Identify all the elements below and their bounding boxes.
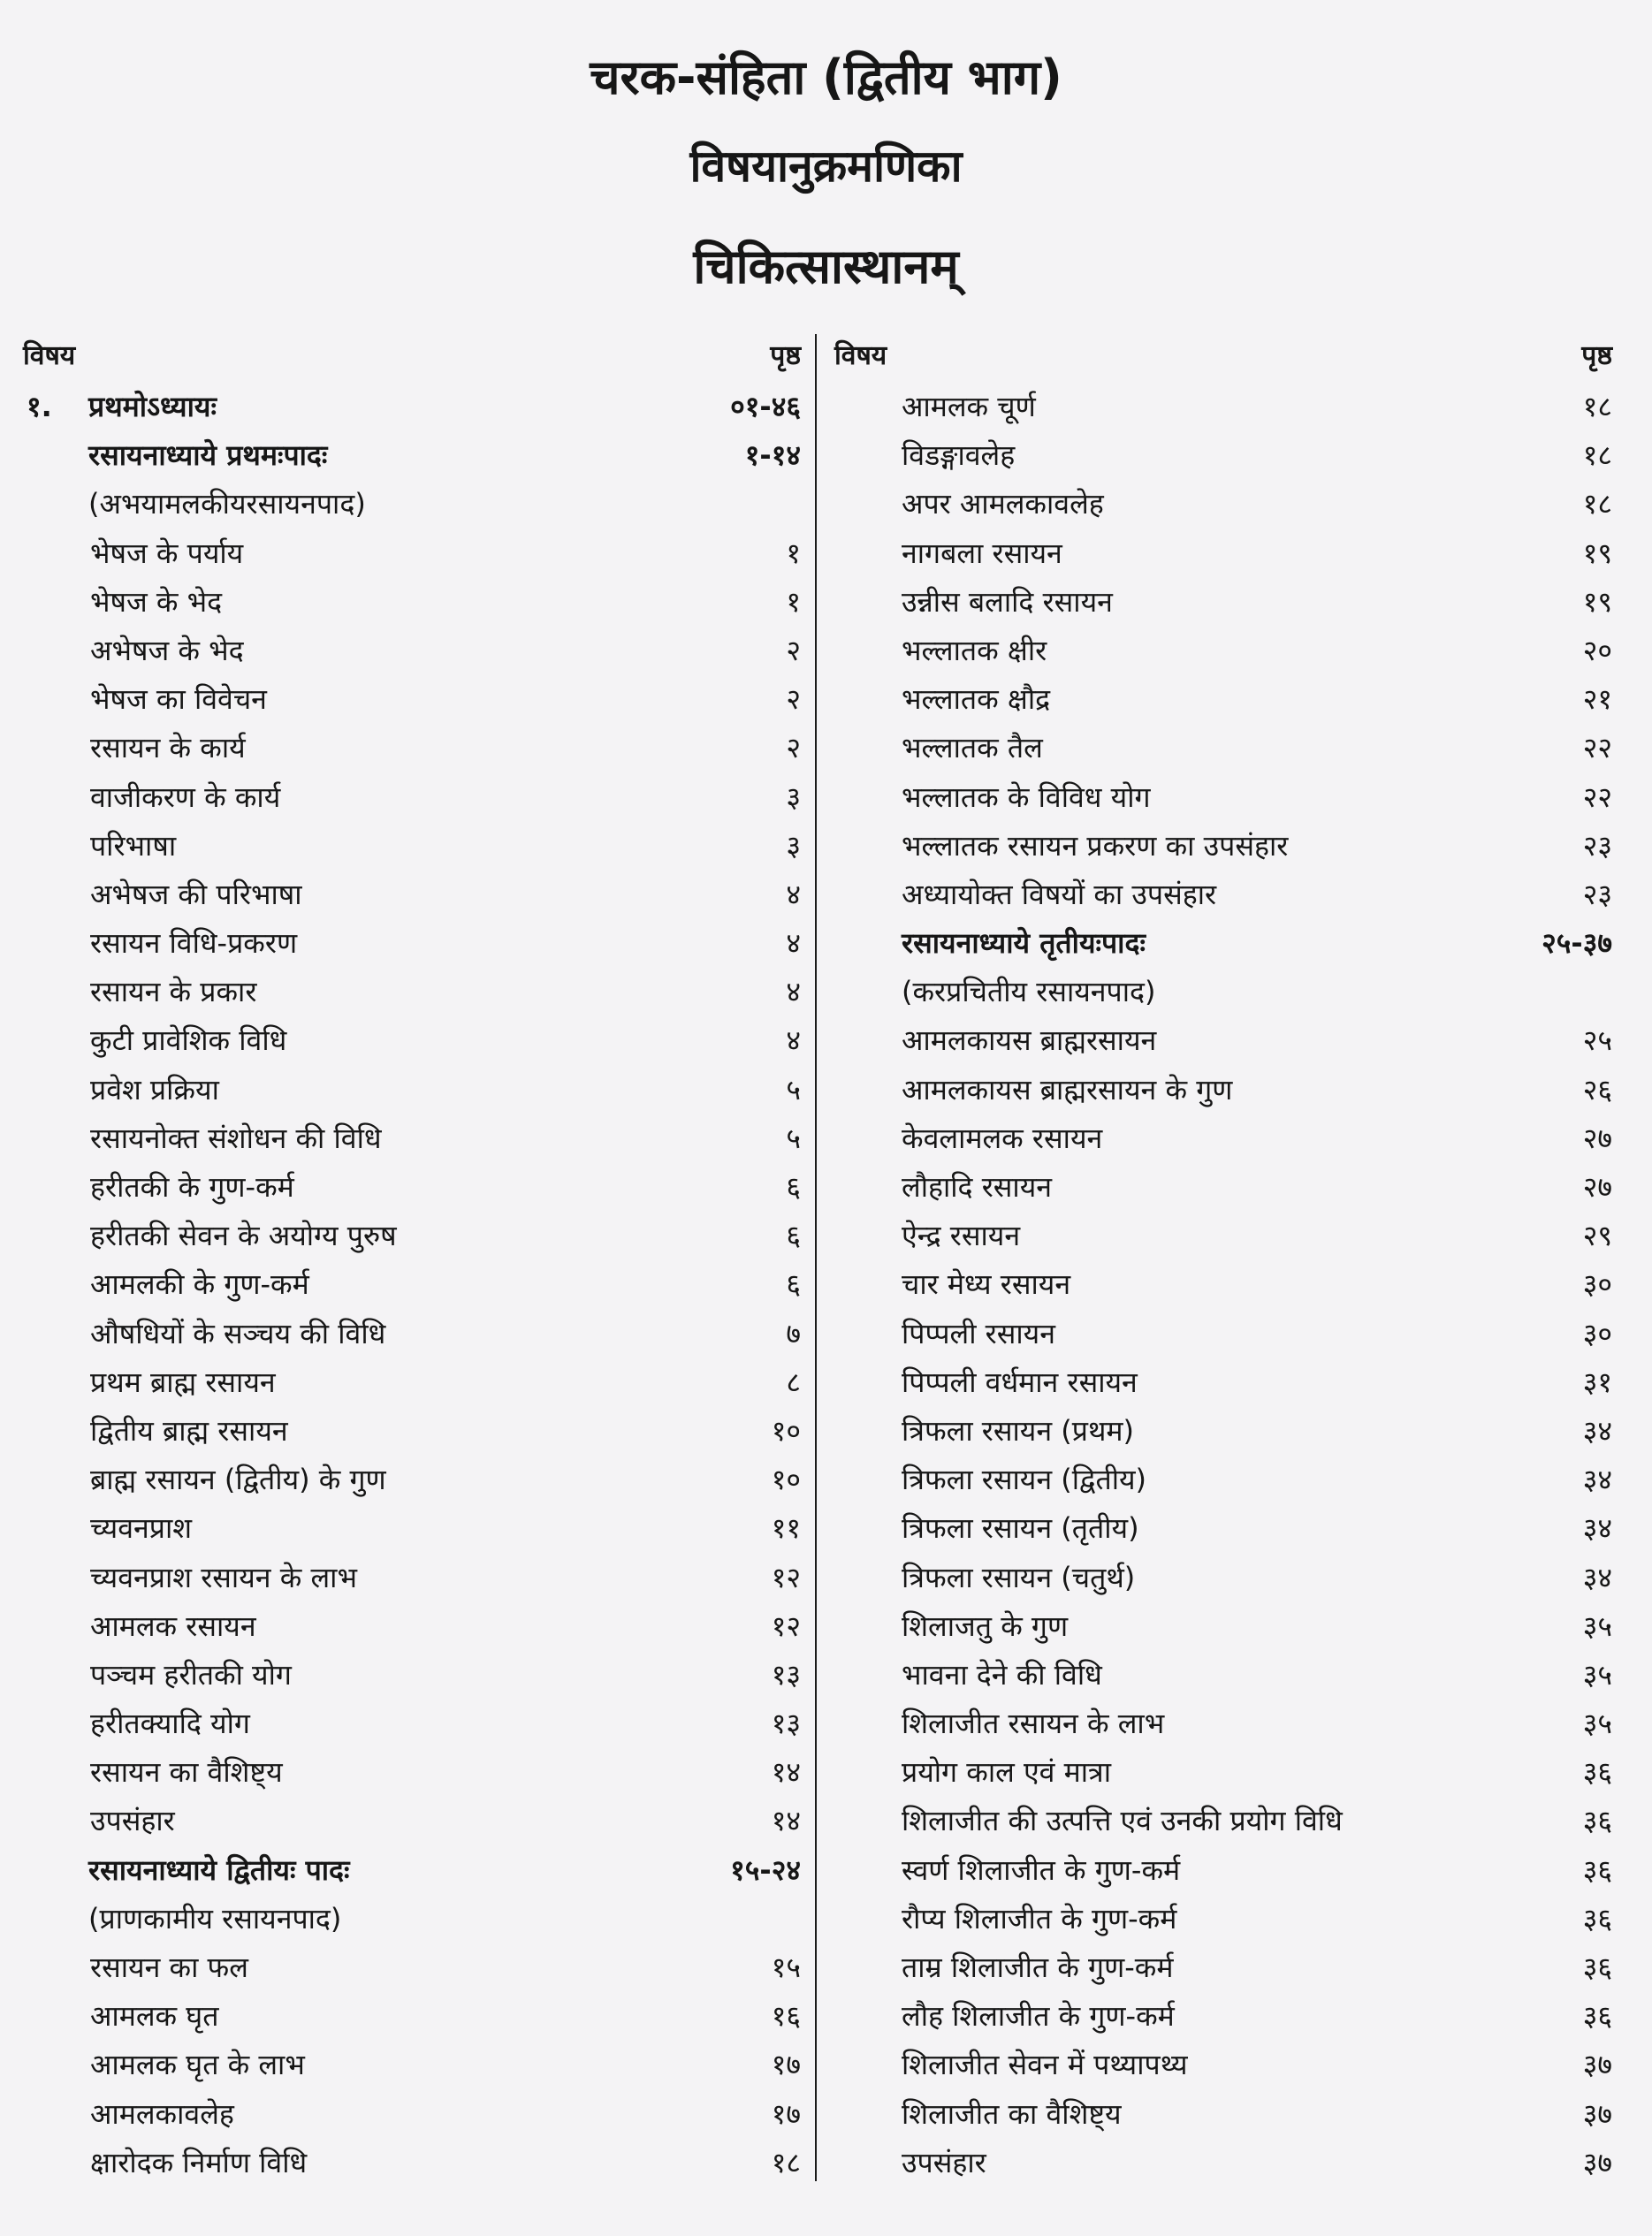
entry-title: भल्लातक तैल	[902, 731, 1043, 765]
entry-title: उन्नीस बलादि रसायन	[902, 584, 1113, 619]
page-number: ४	[786, 926, 801, 961]
entry-title: रसायनोक्त संशोधन की विधि	[90, 1121, 382, 1155]
entry-title: भल्लातक क्षौद्र	[902, 682, 1051, 717]
toc-entry	[834, 380, 1612, 429]
toc-entry	[23, 1404, 801, 1453]
page-number: ८	[786, 1365, 801, 1399]
page-number: ३४	[1582, 1413, 1612, 1448]
toc-entry	[834, 771, 1612, 819]
toc-entry	[834, 1063, 1612, 1112]
page-number: २	[786, 633, 801, 667]
entry-title: आमलकायस ब्राह्मरसायन	[902, 1023, 1157, 1058]
entry-title: औषधियों के सञ्चय की विधि	[90, 1316, 386, 1350]
entry-title: केवलामलक रसायन	[902, 1121, 1103, 1155]
entry-title: कुटी प्रावेशिक विधि	[90, 1023, 287, 1058]
subject-header: विषय	[23, 340, 76, 371]
toc-entry	[834, 1697, 1612, 1745]
entry-title: भेषज के भेद	[90, 584, 223, 619]
entry-title: प्रयोग काल एवं मात्रा	[902, 1755, 1112, 1790]
entry-title: आमलक चूर्ण	[902, 390, 1036, 423]
page-number: १५-२४	[730, 1852, 801, 1887]
entry-title: उपसंहार	[90, 1804, 175, 1838]
page-number: ३५	[1582, 1657, 1612, 1692]
page-number: १२	[771, 1560, 801, 1594]
page-number: २९	[1582, 1219, 1612, 1253]
page-number: ६	[786, 1170, 801, 1204]
column-header	[834, 331, 1612, 380]
toc-entry	[834, 721, 1612, 770]
entry-title: आमलक घृत	[90, 1999, 219, 2034]
page-number: १	[786, 584, 801, 619]
page-number: ३०	[1582, 1316, 1612, 1350]
page-number: १४	[771, 1755, 801, 1790]
page-number: १८	[1582, 487, 1612, 521]
subtitle-row	[23, 477, 801, 526]
column-header	[23, 331, 801, 380]
page-number: २	[786, 731, 801, 765]
entry-title: हरीतकी के गुण-कर्म	[90, 1170, 294, 1204]
toc-entry	[834, 624, 1612, 673]
toc-entry	[23, 1745, 801, 1794]
toc-entry	[834, 2038, 1612, 2087]
page-number: २२	[1582, 731, 1612, 765]
entry-title: पञ्चम हरीतकी योग	[90, 1657, 292, 1692]
page-number: २५	[1582, 1023, 1612, 1058]
page-number: १	[786, 536, 801, 570]
toc-entry	[834, 1794, 1612, 1843]
subtitle-row	[23, 1892, 801, 1941]
subject-header: विषय	[834, 340, 887, 371]
toc-entry	[23, 1112, 801, 1160]
entry-title: प्रवेश प्रक्रिया	[90, 1072, 219, 1107]
page-number: ३६	[1582, 1999, 1612, 2034]
entry-title: द्वितीय ब्राह्म रसायन	[90, 1413, 288, 1448]
chapter-number: १.	[27, 390, 52, 423]
entry-title: आमलकी के गुण-कर्म	[90, 1267, 309, 1302]
entry-title: शिलाजीत की उत्पत्ति एवं उनकी प्रयोग विधि	[902, 1804, 1343, 1838]
entry-title: विडङ्गावलेह	[902, 438, 1016, 473]
page-number: १३	[771, 1657, 801, 1692]
toc-column-right	[834, 331, 1612, 2185]
toc-entry	[23, 1356, 801, 1404]
page-number: ५	[786, 1072, 801, 1107]
entry-title: भल्लातक के विविध योग	[902, 780, 1151, 814]
page-number: १७	[771, 2048, 801, 2082]
entry-title: परिभाषा	[90, 828, 177, 863]
page-number: १५	[771, 1951, 801, 1984]
entry-title: (अभयामलकीयरसायनपाद)	[88, 487, 366, 521]
toc-entry	[23, 1307, 801, 1356]
entry-title: चार मेध्य रसायन	[902, 1267, 1071, 1302]
page-number: ३	[786, 780, 801, 814]
entry-title: उपसंहार	[902, 2145, 986, 2179]
page-number: ३४	[1582, 1463, 1612, 1497]
toc-entry	[834, 673, 1612, 721]
page-header: पृष्ठ	[770, 340, 801, 371]
entry-title: रसायनाध्याये प्रथमःपादः	[88, 438, 328, 473]
entry-title: हरीतकी सेवन के अयोग्य पुरुष	[90, 1219, 397, 1253]
toc-list-right	[834, 380, 1612, 2185]
toc-entry	[834, 1844, 1612, 1892]
page-number: ३४	[1582, 1560, 1612, 1594]
entry-title: स्वर्ण शिलाजीत के गुण-कर्म	[902, 1852, 1181, 1887]
toc-entry	[834, 1600, 1612, 1648]
page-number: ५	[786, 1121, 801, 1155]
entry-title: शिलाजीत रसायन के लाभ	[902, 1707, 1165, 1741]
toc-entry	[834, 1745, 1612, 1794]
entry-title: शिलाजतु के गुण	[902, 1609, 1069, 1643]
page-number: १२	[771, 1609, 801, 1643]
page-number: ०१-४६	[730, 390, 801, 423]
book-title: चरक-संहिता (द्वितीय भाग)	[590, 49, 1062, 105]
page-number: ३७	[1582, 2048, 1612, 2082]
entry-title: आमलकावलेह	[90, 2096, 234, 2131]
section-heading: चिकित्सास्थानम्	[693, 239, 959, 294]
page-number: १९	[1582, 536, 1612, 570]
page-number: १-१४	[744, 438, 801, 473]
toc-entry	[834, 1551, 1612, 1600]
entry-title: ताम्र शिलाजीत के गुण-कर्म	[902, 1951, 1174, 1984]
toc-entry	[23, 1697, 801, 1745]
page-number: ३६	[1582, 1901, 1612, 1936]
page-number: २१	[1582, 682, 1612, 717]
page-number: २७	[1582, 1121, 1612, 1155]
entry-title: आमलक रसायन	[90, 1609, 256, 1643]
page-number: १८	[1582, 390, 1612, 423]
toc-entry	[834, 1160, 1612, 1209]
toc-entry	[834, 1502, 1612, 1550]
page-number: ११	[771, 1511, 801, 1546]
page-number: २५-३७	[1542, 926, 1612, 961]
entry-title: त्रिफला रसायन (तृतीय)	[902, 1511, 1139, 1546]
entry-title: च्यवनप्राश रसायन के लाभ	[90, 1560, 357, 1594]
entry-title: रसायनाध्याये द्वितीयः पादः	[88, 1852, 350, 1887]
entry-title: वाजीकरण के कार्य	[90, 780, 281, 814]
entry-title: क्षारोदक निर्माण विधि	[90, 2145, 308, 2179]
page-number: ६	[786, 1219, 801, 1253]
entry-title: अध्यायोक्त विषयों का उपसंहार	[902, 877, 1217, 911]
entry-title: भल्लातक क्षीर	[902, 633, 1047, 667]
page-number: ३०	[1582, 1267, 1612, 1302]
toc-entry	[23, 2038, 801, 2087]
toc-entry	[23, 1648, 801, 1697]
entry-title: ब्राह्म रसायन (द्वितीय) के गुण	[90, 1463, 386, 1497]
toc-entry	[834, 1209, 1612, 1258]
toc-entry	[23, 673, 801, 721]
page-number: ३६	[1582, 1852, 1612, 1887]
toc-entry	[834, 575, 1612, 624]
toc-heading: विषयानुक्रमणिका	[689, 141, 963, 192]
page-number: ७	[786, 1316, 801, 1350]
entry-title: आमलकायस ब्राह्मरसायन के गुण	[902, 1072, 1233, 1107]
toc-entry	[23, 771, 801, 819]
toc-entry	[23, 527, 801, 575]
entry-title: हरीतक्यादि योग	[90, 1707, 250, 1741]
page-number: २	[786, 682, 801, 717]
entry-title: पिप्पली वर्धमान रसायन	[902, 1365, 1138, 1399]
chapter-row	[23, 380, 801, 429]
entry-title: रसायन के कार्य	[90, 731, 246, 765]
entry-title: रसायनाध्याये तृतीयःपादः	[902, 926, 1146, 961]
toc-list-left	[23, 380, 801, 2185]
toc-entry	[23, 2088, 801, 2136]
toc-entry	[834, 1014, 1612, 1062]
page-number: १०	[771, 1413, 801, 1448]
toc-entry	[23, 624, 801, 673]
entry-title: भावना देने की विधि	[902, 1657, 1102, 1692]
entry-title: त्रिफला रसायन (द्वितीय)	[902, 1463, 1147, 1497]
entry-title: भेषज का विवेचन	[90, 682, 267, 717]
page-number: ३४	[1582, 1511, 1612, 1546]
page-number: ३५	[1582, 1609, 1612, 1643]
toc-entry	[834, 1892, 1612, 1941]
page-number: २२	[1582, 780, 1612, 814]
toc-entry	[23, 916, 801, 965]
page-number: ३६	[1582, 1951, 1612, 1984]
entry-title: शिलाजीत का वैशिष्ट्य	[902, 2096, 1122, 2131]
toc-column-left	[23, 331, 801, 2185]
entry-title: त्रिफला रसायन (चतुर्थ)	[902, 1560, 1136, 1594]
toc-entry	[834, 1112, 1612, 1160]
page-number: १३	[771, 1707, 801, 1741]
page-number: २३	[1582, 877, 1612, 911]
toc-entry	[834, 819, 1612, 868]
page-number: ६	[786, 1267, 801, 1302]
page-number: १०	[771, 1463, 801, 1497]
entry-title: लौहादि रसायन	[902, 1170, 1053, 1204]
page-number: ३७	[1582, 2096, 1612, 2131]
toc-entry	[23, 1063, 801, 1112]
page-number: ४	[786, 1023, 801, 1058]
entry-title: रसायन के प्रकार	[90, 975, 257, 1009]
toc-entry	[834, 1258, 1612, 1306]
column-divider	[815, 334, 817, 2181]
page-number: १७	[771, 2096, 801, 2131]
toc-entry	[23, 1794, 801, 1843]
toc-entry	[23, 1941, 801, 1989]
toc-entry	[834, 2136, 1612, 2185]
entry-title: प्रथमोऽध्यायः	[88, 390, 217, 423]
entry-title: रसायन विधि-प्रकरण	[90, 926, 298, 961]
page-number: ४	[786, 877, 801, 911]
toc-entry	[23, 1160, 801, 1209]
entry-title: (करप्रचितीय रसायनपाद)	[902, 975, 1156, 1009]
toc-entry	[834, 868, 1612, 916]
page-number: १९	[1582, 584, 1612, 619]
toc-entry	[23, 1502, 801, 1550]
toc-entry	[23, 868, 801, 916]
page-number: ३	[786, 828, 801, 863]
toc-entry	[23, 819, 801, 868]
page-number: २६	[1582, 1072, 1612, 1107]
page-number: १८	[1582, 438, 1612, 473]
toc-entry	[23, 2136, 801, 2185]
toc-entry	[23, 1258, 801, 1306]
toc-entry	[23, 1453, 801, 1502]
page-number: १८	[771, 2145, 801, 2179]
page-number: २७	[1582, 1170, 1612, 1204]
entry-title: रसायन का वैशिष्ट्य	[90, 1755, 283, 1790]
page-header: पृष्ठ	[1581, 340, 1612, 371]
page-number: ४	[786, 975, 801, 1009]
toc-entry	[834, 477, 1612, 526]
entry-title: अभेषज की परिभाषा	[90, 877, 302, 911]
entry-title: रौप्य शिलाजीत के गुण-कर्म	[902, 1901, 1177, 1936]
toc-entry	[23, 1989, 801, 2038]
page-number: ३७	[1582, 2145, 1612, 2179]
toc-entry	[23, 721, 801, 770]
entry-title: लौह शिलाजीत के गुण-कर्म	[902, 1999, 1175, 2034]
toc-entry	[23, 1600, 801, 1648]
entry-title: त्रिफला रसायन (प्रथम)	[902, 1413, 1135, 1448]
toc-entry	[834, 1404, 1612, 1453]
page-number: ३६	[1582, 1755, 1612, 1790]
toc-entry	[834, 527, 1612, 575]
toc-entry	[834, 1989, 1612, 2038]
toc-entry	[834, 1648, 1612, 1697]
entry-title: भेषज के पर्याय	[90, 536, 244, 570]
section-row	[23, 1844, 801, 1892]
entry-title: अभेषज के भेद	[90, 633, 244, 667]
section-row	[23, 429, 801, 477]
toc-entry	[23, 965, 801, 1014]
toc-entry	[834, 2088, 1612, 2136]
page-number: १६	[771, 1999, 801, 2034]
toc-entry	[834, 1941, 1612, 1989]
entry-title: शिलाजीत सेवन में पथ्यापथ्य	[902, 2048, 1188, 2082]
entry-title: भल्लातक रसायन प्रकरण का उपसंहार	[902, 828, 1289, 863]
page-number: ३६	[1582, 1804, 1612, 1838]
toc-entry	[23, 1014, 801, 1062]
entry-title: नागबला रसायन	[902, 536, 1062, 570]
page-number: १४	[771, 1804, 801, 1838]
toc-entry	[23, 1209, 801, 1258]
entry-title: (प्राणकामीय रसायनपाद)	[88, 1901, 342, 1936]
toc-entry	[834, 429, 1612, 477]
page-number: ३५	[1582, 1707, 1612, 1741]
toc-entry	[23, 1551, 801, 1600]
section-row	[834, 916, 1612, 965]
toc-entry	[834, 1356, 1612, 1404]
entry-title: रसायन का फल	[90, 1951, 248, 1984]
subtitle-row	[834, 965, 1612, 1014]
entry-title: च्यवनप्राश	[90, 1511, 193, 1546]
entry-title: प्रथम ब्राह्म रसायन	[90, 1365, 276, 1399]
page-number: ३१	[1582, 1365, 1612, 1399]
entry-title: ऐन्द्र रसायन	[902, 1219, 1021, 1253]
page-number: २३	[1582, 828, 1612, 863]
entry-title: आमलक घृत के लाभ	[90, 2048, 305, 2082]
entry-title: पिप्पली रसायन	[902, 1316, 1055, 1350]
toc-entry	[834, 1453, 1612, 1502]
toc-entry	[23, 575, 801, 624]
page-number: २०	[1582, 633, 1612, 667]
entry-title: अपर आमलकावलेह	[902, 487, 1104, 521]
toc-entry	[834, 1307, 1612, 1356]
